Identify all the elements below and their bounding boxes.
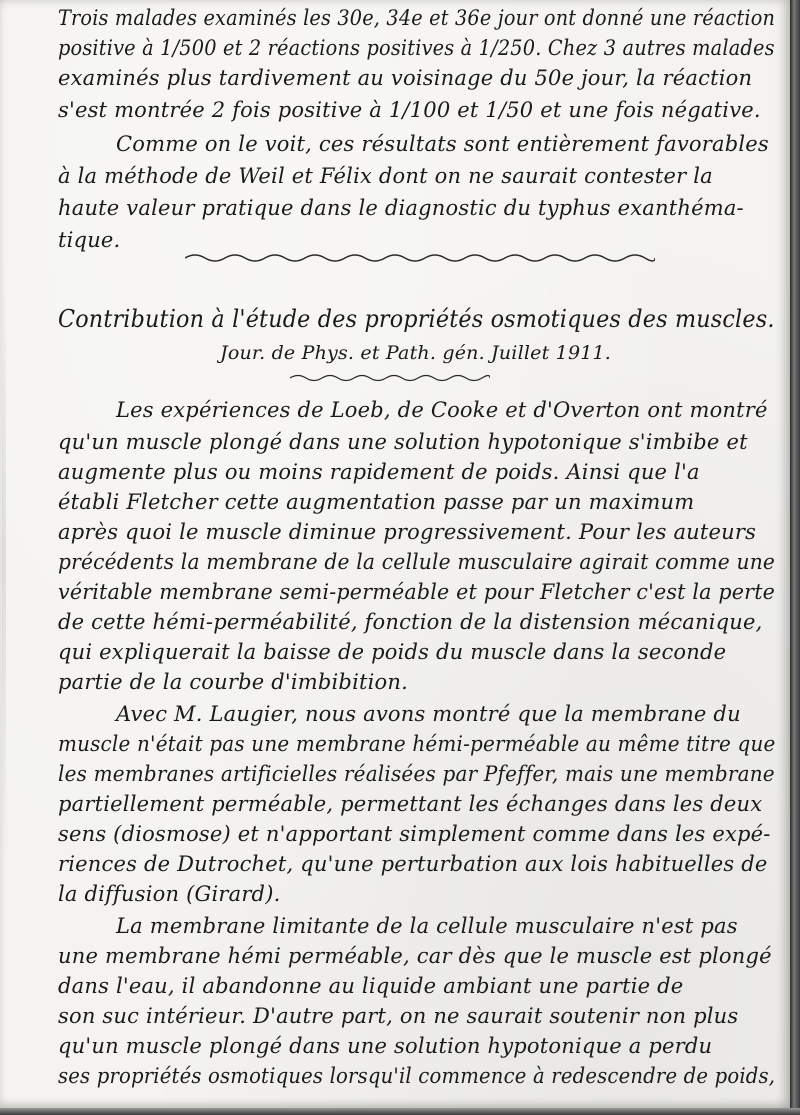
text-line: une membrane hémi perméable, car dès que le muscle est plongé [58,944,772,968]
text-line: après quoi le muscle diminue progressivement. Pour les auteurs [58,520,757,544]
reference-underline [290,372,490,384]
text-line: La membrane limitante de la cellule musculaire n'est pas [116,914,738,938]
text-line: qu'un muscle plongé dans une solution hypotonique s'imbibe et [58,430,748,454]
page-edge-bottom [0,1108,800,1115]
text-line: qu'un muscle plongé dans une solution hypotonique a perdu [58,1034,713,1058]
text-line: haute valeur pratique dans le diagnostic du typhus exanthéma- [58,196,744,220]
text-line: véritable membrane semi-perméable et pour Fletcher c'est la perte [58,580,776,604]
text-line: qui expliquerait la baisse de poids du muscle dans la seconde [58,640,727,664]
text-line: ses propriétés osmotiques lorsqu'il commence à redescendre de poids, [58,1064,776,1088]
text-line: à la méthode de Weil et Félix dont on ne saurait contester la [58,164,713,188]
text-line: positive à 1/500 et 2 réactions positives à 1/250. Chez 3 autres malades [58,36,775,60]
text-line: sens (diosmose) et n'apportant simplement comme dans les expé- [58,822,771,846]
text-line: riences de Dutrochet, qu'une perturbation aux lois habituelles de [58,852,768,876]
text-line: examinés plus tardivement au voisinage du 50e jour, la réaction [58,66,753,90]
wavy-separator [185,250,655,266]
text-line: dans l'eau, il abandonne au liquide ambiant une partie de [58,974,684,998]
text-line: de cette hémi-perméabilité, fonction de la distension mécanique, [58,610,763,634]
text-line: Les expériences de Loeb, de Cooke et d'Overton ont montré [116,398,768,422]
text-line: partie de la courbe d'imbibition. [58,670,408,694]
page-edge-right [790,0,800,1115]
text-line: tique. [58,228,121,252]
text-line: la diffusion (Girard). [58,882,281,906]
text-line: précédents la membrane de la cellule musculaire agirait comme une [58,550,776,574]
text-line: établi Fletcher cette augmentation passe par un maximum [58,490,695,514]
text-line: s'est montrée 2 fois positive à 1/100 et 1/50 et une fois négative. [58,98,761,122]
article-reference: Jour. de Phys. et Path. gén. Juillet 1911. [220,342,612,364]
article-title: Contribution à l'étude des propriétés osmotiques des muscles. [58,305,775,333]
text-line: son suc intérieur. D'autre part, on ne saurait soutenir non plus [58,1004,739,1028]
text-line: Comme on le voit, ces résultats sont entièrement favorables [116,132,769,156]
text-line: Trois malades examinés les 30e, 34e et 36e jour ont donné une réaction [58,6,776,30]
text-line: partiellement perméable, permettant les échanges dans les deux [58,792,763,816]
text-line: Avec M. Laugier, nous avons montré que la membrane du [116,702,741,726]
text-line: les membranes artificielles réalisées par Pfeffer, mais une membrane [58,762,775,786]
text-line: augmente plus ou moins rapidement de poids. Ainsi que l'a [58,460,700,484]
page-shadow [2,260,6,860]
text-line: muscle n'était pas une membrane hémi-perméable au même titre que [58,732,776,756]
